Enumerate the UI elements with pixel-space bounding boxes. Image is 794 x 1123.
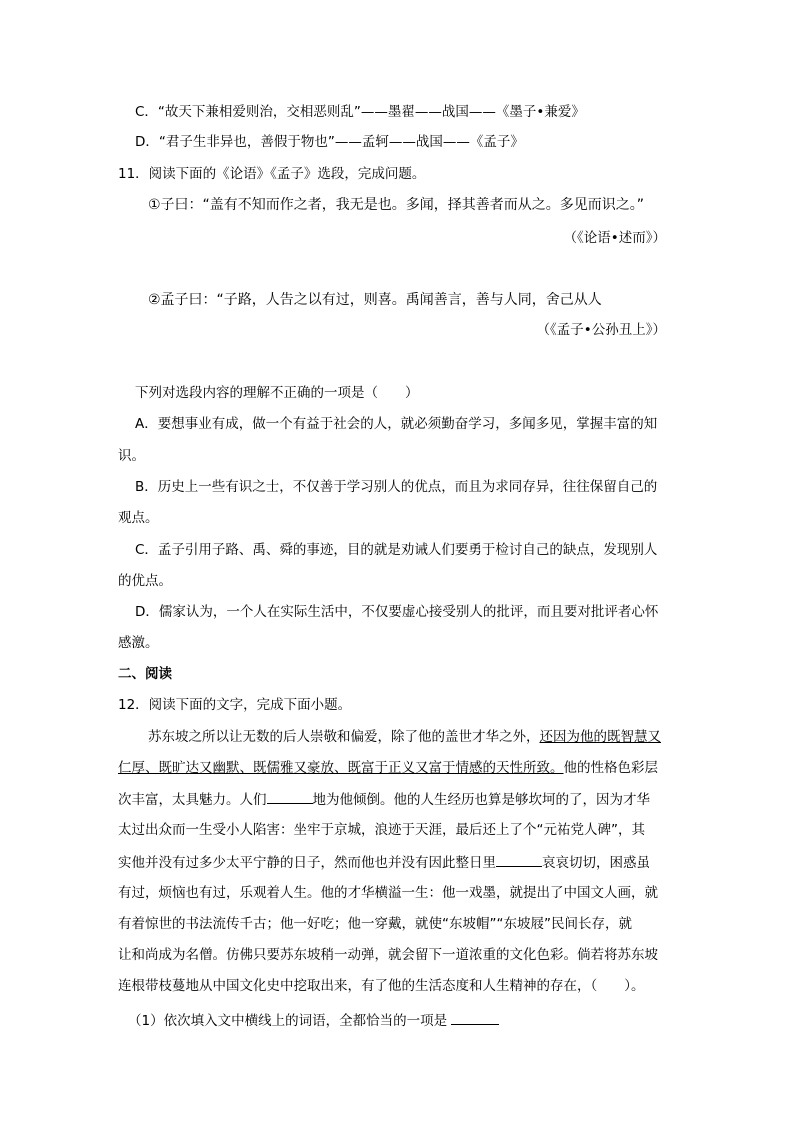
q11-source-1: （《论语•述而》） — [563, 230, 666, 246]
fill-blank-1[interactable] — [267, 789, 313, 804]
passage-text: 哀哀切切，困惑虽 — [542, 855, 650, 871]
q12-passage-line8: 让和尚成为名僧。仿佛只要苏东坡稍一动弹，就会留下一道浓重的文化色彩。倘若将苏东坡 — [118, 947, 658, 963]
q12-passage-line7: 有着惊世的书法流传千古；他一好吃；他一穿戴，就使“东坡帽”“东坡屐”民间长存，就 — [118, 916, 632, 932]
q12-passage-line3 — [118, 789, 650, 810]
q11-option-b-line1: B．历史上一些有识之士，不仅善于学习别人的优点，而且为求同存异，往往保留自己的 — [135, 479, 658, 495]
section-heading-reading: 二、阅读 — [118, 666, 172, 682]
passage-text: 他的性格色彩层 — [563, 760, 658, 776]
q11-stem: 11．阅读下面的《论语》《孟子》选段，完成问题。 — [118, 166, 426, 182]
passage-underlined-text: 还因为他的既智慧又 — [539, 729, 661, 745]
q12-passage-line6: 有过，烦恼也有过，乐观着人生。他的才华横溢一生：他一戏墨，就提出了中国文人画，就 — [118, 885, 658, 901]
passage-text: 实他并没有过多少太平宁静的日子，然而他也并没有因此整日里 — [118, 855, 496, 871]
q12-passage-line1 — [148, 727, 661, 747]
answer-blank[interactable] — [451, 1010, 499, 1025]
q11-option-b-line2: 观点。 — [118, 510, 159, 526]
q10-option-d: D．“君子生非异也，善假于物也”——孟轲——战国——《孟子》 — [135, 134, 524, 150]
q11-option-c-line2: 的优点。 — [118, 573, 172, 589]
q11-quote-1: ①子曰：“盖有不知而作之者，我无是也。多闻，择其善者而从之。多见而识之。” — [148, 197, 645, 213]
q11-option-a-line1: A．要想事业有成，做一个有益于社会的人，就必须勤奋学习，多闻多见，掌握丰富的知 — [135, 416, 658, 432]
q11-option-d-line2: 感激。 — [118, 635, 159, 651]
q11-quote-2: ②孟子曰：“子路，人告之以有过，则喜。禹闻善言，善与人同，舍己从人 — [148, 292, 602, 308]
passage-text: 次丰富，太具魅力。人们 — [118, 792, 267, 808]
q11-option-c-line1: C．孟子引用子路、禹、舜的事迹，目的就是劝诫人们要勇于检讨自己的缺点，发现别人 — [135, 542, 658, 558]
passage-text: 苏东坡之所以让无数的后人崇敬和偏爱，除了他的盖世才华之外， — [148, 729, 540, 745]
passage-underlined-text: 仁厚、既旷达又幽默、既儒雅又豪放、既富于正义又富于情感的天性所致。 — [118, 760, 564, 776]
q12-passage-line4: 太过出众而一生受小人陷害：坐牢于京城，浪迹于天涯，最后还上了个“元祐党人碑”，其 — [118, 822, 645, 838]
passage-text: 地为他倾倒。他的人生经历也算是够坎坷的了，因为才华 — [312, 792, 650, 808]
q11-option-d-line1: D．儒家认为，一个人在实际生活中，不仅要虚心接受别人的批评，而且要对批评者心怀 — [135, 604, 659, 620]
subquestion-text: （1）依次填入文中横线上的词语，全都恰当的一项是 — [128, 1013, 448, 1029]
q12-passage-line5 — [118, 852, 650, 873]
q12-passage-line9: 连根带枝蔓地从中国文化史中挖取出来，有了他的生活态度和人生精神的存在，（ ）。 — [118, 978, 645, 994]
q11-question: 下列对选段内容的理解不正确的一项是（ ） — [135, 385, 419, 401]
q11-source-2: （《孟子•公孙丑上》） — [536, 322, 666, 338]
q10-option-c: C．“故天下兼相爱则治，交相恶则乱”——墨翟——战国——《墨子•兼爱》 — [135, 104, 585, 120]
q12-stem: 12．阅读下面的文字，完成下面小题。 — [118, 697, 352, 713]
q11-option-a-line2: 识。 — [118, 448, 145, 464]
q12-passage-line2 — [118, 758, 658, 778]
fill-blank-2[interactable] — [496, 852, 542, 867]
q12-subquestion-1 — [128, 1010, 499, 1031]
